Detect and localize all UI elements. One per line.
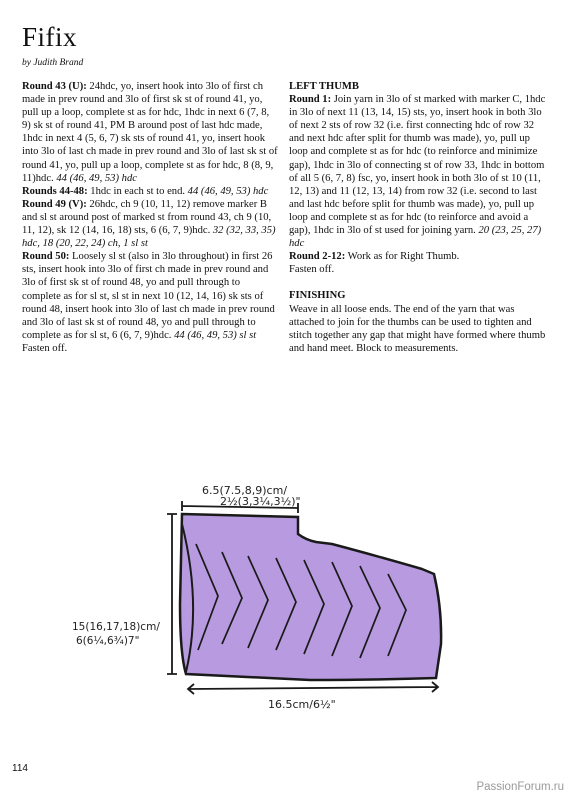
left-column — [22, 80, 280, 355]
bottom-dimension-line — [188, 682, 438, 694]
round-50-paragraph — [22, 250, 280, 342]
thumb-round-1-count: 20 (23, 25, 27) hdc — [289, 225, 542, 250]
fasten-off-left: Fasten off. — [22, 342, 68, 354]
round-50-label: Round 50: — [22, 251, 70, 263]
round-43-label: Round 43 (U): — [22, 81, 87, 92]
left-thumb-heading: LEFT THUMB — [289, 81, 359, 92]
round-44-paragraph — [22, 185, 280, 198]
left-dimension-line — [167, 514, 177, 674]
round-49-paragraph — [22, 198, 280, 250]
top-label-imperial: 2½(3,3¼,3½)" — [220, 495, 301, 508]
right-column — [289, 80, 551, 355]
round-44-label: Rounds 44-48: — [22, 185, 88, 197]
thumb-round-2-text: Work as for Right Thumb. — [345, 251, 460, 263]
round-49-text: 26hdc, ch 9 (10, 11, 12) remove marker B and sl st around post of marked st from round 43, ch 9 (10, 11, 12), sk 12 (14, 16, 18) sts, 6 (6, 7, 9)hdc. — [22, 198, 272, 237]
finishing-text: Weave in all loose ends. The end of the yarn that was attached to join for the thumbs can be used to tighten and stitch together any gap that might have formed where thumb and hand meet. Block to measurements. — [289, 303, 546, 354]
page-number: 114 — [12, 763, 28, 774]
round-49-count: 32 (32, 33, 35) hdc, 18 (20, 22, 24) ch, 1 sl st — [22, 225, 276, 250]
bottom-label: 16.5cm/6½" — [268, 698, 336, 711]
thumb-round-1-text: Join yarn in 3lo of st marked with marker C, 1hdc in 3lo of next 11 (13, 14, 15) sts, yo, insert hook in both 3lo of next 2 sts of row 32 (i.e. first connecting hdc of row 32 and next hdc after split for thumb was made), yo, pull up loop and complete st as for hdc (to reinforce and minimize gap), 1hdc in 3lo of connecting st of row 33, 1hdc in bottom of all 5 (6, 7, 8) fsc, yo, insert hook in both 3lo of st 10 (11, 12, 13) and 11 (12, 13, 14) from row 32 (i.e. second to last and last hdc before split for thumb was made), yo, pull up loop and complete st as for hdc (to reinforce and avoid a gap), 1hdc in 3lo of st used for joining yarn. — [289, 94, 546, 237]
finishing-heading: FINISHING — [289, 290, 346, 302]
mitt-schematic-diagram — [70, 484, 510, 734]
mitt-shape — [180, 514, 441, 680]
round-43-count: 44 (46, 49, 53) hdc — [56, 172, 137, 184]
author-byline: by Judith Brand — [22, 58, 84, 68]
thumb-round-1-paragraph — [289, 93, 551, 250]
left-label-metric: 15(16,17,18)cm/ — [72, 621, 160, 633]
round-49-label: Round 49 (V): — [22, 198, 87, 210]
round-43-paragraph — [22, 80, 280, 185]
round-50-text: Loosely sl st (also in 3lo throughout) in first 26 sts, insert hook into 3lo of first ch made in prev round and 3lo of first sk st of round 48, yo and pull through to complete as for sl st, sl st in next 10 (12, 14, 16) sk sts of round 48, insert hook into 3lo of last ch made in prev round and 3lo of last sk st of round 48, yo and pull through to complete as for sl st, 6 (6, 7, 9)hdc. — [22, 251, 275, 341]
watermark: PassionForum.ru — [476, 781, 564, 793]
fasten-off-right: Fasten off. — [289, 264, 335, 276]
pattern-title: Fifix — [22, 22, 78, 52]
round-44-count: 44 (46, 49, 53) hdc — [187, 185, 269, 197]
thumb-round-2-label: Round 2-12: — [289, 251, 346, 263]
thumb-round-1-label: Round 1: — [289, 94, 332, 106]
left-label-imperial: 6(6¼,6¾)7" — [76, 635, 140, 647]
round-44-text: 1hdc in each st to end. — [87, 185, 188, 197]
round-43-text: 24hdc, yo, insert hook into 3lo of first ch made in prev round and 3lo of first sk st of round 41, yo, pull up a loop, complete st as for hdc, 1hdc in next 6 (7, 8, 9) sk st of round 41, PM B around post of last hdc made, 1hdc in next 4 (5, 6, 7) sk sts of round 41, yo, insert hook into 3lo of last ch made in prev round and 3lo of last sk st of round 41, yo, pull up a loop, complete st as for hdc, 8 (8, 9, 11)hdc. — [22, 81, 278, 184]
round-50-count: 44 (46, 49, 53) sl st — [174, 329, 257, 341]
thumb-round-2-paragraph — [289, 250, 551, 263]
top-label-metric: 6.5(7.5,8,9)cm/ — [202, 484, 288, 497]
